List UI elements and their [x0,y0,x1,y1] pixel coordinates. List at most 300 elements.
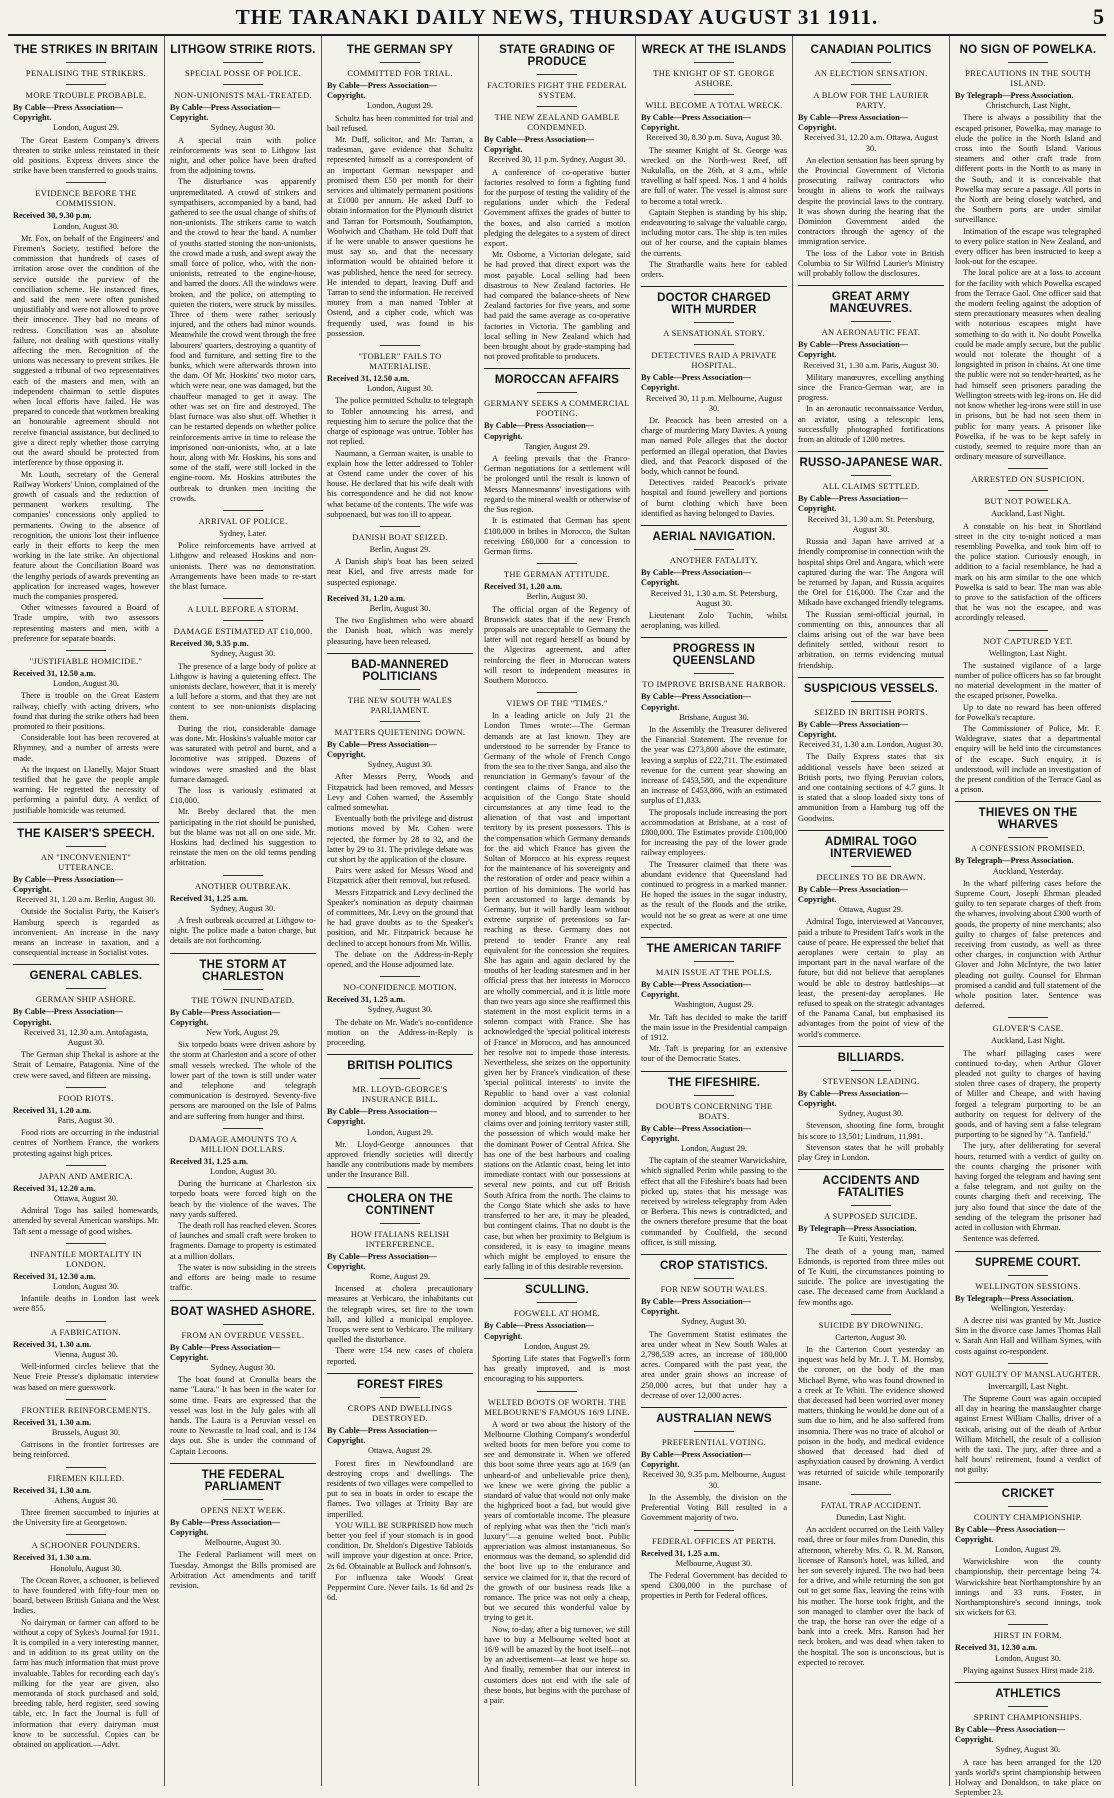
dateline [955,1294,1101,1314]
dateline-source: By Cable—Press Association—Copyright. [641,373,752,393]
article-headline: AERIAL NAVIGATION. [641,525,787,543]
article-subheading: NON-UNIONISTS MAL-TREATED. [170,84,316,100]
dateline-source: By Cable—Press Association—Copyright. [327,1107,438,1127]
dateline [327,81,473,112]
article-paragraph: Garrisons in the frontier fortresses are being reinforced. [13,1440,159,1460]
article-subheading: EVIDENCE BEFORE THE COMMISSION. [13,182,159,208]
dateline [798,1089,944,1120]
article-subheading: DETECTIVES RAID A PRIVATE HOSPITAL. [641,344,787,370]
article-subheading: VIEWS OF THE "TIMES." [484,692,630,708]
article-subheading: SPECIAL POSSE OF POLICE. [170,62,316,78]
article [13,1399,159,1461]
article-paragraph: Three firemen succumbed to injuries at the University fire at Georgetown. [13,1507,159,1528]
dateline [955,509,1101,519]
article-paragraph: Infantile deaths in London last week were 855. [13,1294,159,1314]
dateline [955,91,1101,111]
article-subheading: DECLINES TO BE DRAWN. [798,866,944,882]
dateline-place: Brisbane, August 30. [679,712,749,722]
article [641,42,787,280]
article-paragraph: Lieutenant Zolo Tuchin, whilst aeroplaning, was killed. [641,610,787,631]
article-subheading: TO IMPROVE BRISBANE HARBOR. [641,673,787,689]
dateline-place: Received 31, 1.30 a.m. Paris, August 30. [803,360,939,370]
article-paragraph: Admiral Togo has sailed homewards, attended by several American warships. Mr. Taft sent a message of good wishes. [13,1206,159,1236]
news-column [950,36,1106,1798]
dateline-place: Sydney, August 30. [367,760,433,770]
dateline-place: Tangier, August 29. [524,441,590,451]
article-subheading: THE KNIGHT OF ST. GEORGE ASHORE. [641,62,787,88]
article [955,801,1101,1011]
dateline-source: Received 31, 1.20 a.m. [484,582,563,592]
dateline-source: Received 31, 1.20 a.m. [13,1105,92,1115]
article [327,594,473,647]
article-paragraph: A constable on his beat in Shortland street in the city to-night noticed a man resembling Powelka, and took him off to the police station. Curiously enough, in addition to a facial resemblance, he had a mark on his arm similar to the one which Powelka is said to bear. The man was able to prove to the satisfaction of the officers that he was not the escapee, and was accordingly released. [955,521,1101,623]
article [641,286,787,519]
article-paragraph: The disturbance was apparently unpremeditated. A crowd of strikers and sympathisers, accompanied by a band, had gathered to see the usual change of shifts of non-unionists. The strikers came to watch and the crowd to hear the band. A number of youths started stoning the non-unionists, the crowd made a rush, and swept away the small force of police, who, with the non-unionists, retreated to the engine-house, and barred the doors. All the windows were broken, and the police, on attempting to quieten the rioters, were struck by missiles. Three of them were rather seriously injured, and the others had minor wounds. Meanwhile the crowd went through the free labourers' quarters, destroying a quantity of food and furniture, and setting fire to the bunks, which were afterwards thrown into the dam. Of Mr. Hoskins' two motor cars, which were near, one was damaged, but the chauffeur managed to get it away. The other was set on fire and destroyed. The blast furnace was also shut off. Whether it can be restarted depends on whether police reinforcements arrive in time to release the imprisoned non-unionists, who, at a late hour, along with Mr. Hoskins, his sons and some of the staff, were still locked in the engine-room. Mr. Hoskins attributes the outbreak to drunken men inciting the crowds. [170,177,316,503]
dateline-place: London, August 30. [210,1167,276,1177]
article-paragraph: The wharf pillaging cases were continued to-day, when Arthur Glover pleaded not guilty to charges of having stolen three cases of drapery, the property of Miller and Cheape, and with having forged a telegram purporting to be an authority on request for delivery of the goods, and of having sent a false telegram purporting to be signed by "A. Tanfield." [955,1048,1101,1140]
article-paragraph: The loss of the Labor vote in British Columbia to Sir Wilfrid Laurier's Ministry will probably follow the disclosures. [798,248,944,279]
article-subheading: BUT NOT POWELKA. [955,490,1101,506]
dateline [170,529,316,539]
dateline-place: Received 31, 12.20 a.m. Ottawa, August 30. [803,133,939,153]
article [170,1128,316,1294]
article [641,525,787,631]
article-subheading: FOOD RIOTS. [13,1087,159,1103]
article-subheading: PRECAUTIONS IN THE SOUTH ISLAND. [955,62,1101,88]
dateline [327,995,473,1015]
article-paragraph: The Treasurer claimed that there was abundant evidence that Queensland had continued to progress in a marked manner. He hoped the issues in the sugar industry, as the result of the floods and the strike, would not be so great as were at one time expected. [641,859,787,930]
article-headline: THE STRIKES IN BRITAIN [13,44,159,56]
article [641,1530,787,1602]
article [327,526,473,588]
dateline-source: By Cable—Press Association—Copyright. [641,692,752,712]
dateline-place: Invercargill, Last Night. [987,1381,1069,1391]
dateline-place: Berlin, August 30. [369,603,431,613]
dateline-place: Melbourne, August 30. [675,1558,753,1568]
article-paragraph: The official organ of the Regency of Brunswick states that if the new French proposals are unacceptable to Germany the latter will not regard herself as bound by the Algeciras agreement, and after reinforcing the fleet in Moroccan waters will resort to independent measures in Southern Morocco. [484,604,630,685]
dateline [170,1157,316,1177]
dateline-place: Received 30, 8.30 p.m. Suva, August 30. [646,133,782,143]
dateline [484,135,630,166]
article-paragraph: Food riots are occurring in the industrial centres of Northern France, the workers protesting against high prices. [13,1128,159,1158]
article-subheading: A SENSATIONAL STORY. [641,322,787,338]
article [484,1278,630,1384]
article-subheading: FEDERAL OFFICES AT PERTH. [641,1530,787,1546]
article-headline: CANADIAN POLITICS [810,44,932,56]
article-paragraph: The presence of a large body of police at Lithgow is having a quietening effect. The unionists declare, however, that it is merely a lull before a storm, and that they are not content to see non-unionists displacing them. [170,661,316,722]
dateline-place: Carterton, August 30. [835,1332,907,1342]
article-paragraph: A fresh outbreak occurred at Lithgow to-night. The police made a baton charge, but details are not forthcoming. [170,916,316,946]
masthead [8,0,1106,36]
article-subheading: FIREMEN KILLED. [13,1467,159,1483]
dateline [13,211,159,231]
dateline-place: London, August 30. [53,1282,119,1292]
dateline [13,875,159,906]
article [13,964,159,1080]
dateline [955,1525,1101,1556]
dateline-source: By Cable—Press Association—Copyright. [641,568,752,588]
article-paragraph: In the Carterton Court yesterday an inquest was held by Mr. J. T. M. Hornsby, the coroner, on the body of the man Michael Byrne, who was found drowned in a creek at Te Whiti. The evidence showed that deceased had been worried over money matters, thinking he would be done out of a sum due to him, and he also suffered from insomnia. There was no trace of alcohol or poison in the body, and medical evidence showed that deceased had died of asphyxiation caused by drowning. A verdict was returned of suicide while temporarily insane. [798,1345,944,1487]
article-subheading: NOT GUILTY OF MANSLAUGHTER. [955,1363,1101,1379]
article [798,677,944,824]
news-column [8,36,165,1786]
article-paragraph: It is estimated that German has spent £100,000 in bribes in Morocco, the Sultan receiving £60,000 for a concession to German firms. [484,516,630,556]
article-paragraph: YOU WILL BE SURPRISED how much better you feel if your stomach is in good condition. Dr. Sheldon's Digestive Tabloids will improve your digestion at once. Price, 2s 6d. Obtainable at Bullock and Johnson's. [327,1520,473,1571]
dateline [955,856,1101,876]
article-paragraph: Stevenson states that he will probably play Grey in London. [798,1142,944,1163]
dateline [327,740,473,771]
article [955,1682,1101,1798]
article-paragraph: There were 154 new cases of cholera reported. [327,1346,473,1366]
article [327,345,473,520]
dateline-source: By Cable—Press Association—Copyright. [327,1425,438,1446]
dateline-source: Received 31, 1.25 a.m. [641,1548,720,1558]
article [798,285,944,445]
article [798,1169,944,1308]
article [798,830,944,1040]
article-subheading: SEIZED IN BRITISH PORTS. [798,701,944,717]
dateline [327,1107,473,1138]
article-paragraph: An election sensation has been sprung by the Provincial Government of Victoria prosecuting railway contractors who brought in aliens to work the railways despite the provincial laws to the contrary. It was shown during the hearing that the Dominion Government aided the contractors through the agency of the immigration service. [798,155,944,247]
dateline-source: By Cable—Press Association—Copyright. [484,421,595,441]
article-subheading: COMMITTED FOR TRIAL. [327,62,473,78]
dateline-source: By Cable—Press Association—Copyright. [170,1517,281,1537]
article-paragraph: Mr. Louth, secretary of the General Railway Workers' Union, complained of the growth of casuals and the reduction of permanent workers resulting. The companies' concessions only applied to permanents. Owing to the absence of recognition, the unions lost their influence early in their efforts to keep the men working in the late strike. An objectional feature about the Conciliation Board was the lengthy periods of awards preventing an application for increased wages, however much the companies prospered. [13,469,159,601]
dateline-place: Sydney, August 30. [995,1745,1061,1755]
dateline [13,1340,159,1360]
dateline-source: By Cable—Press Association—Copyright. [798,113,909,133]
article-headline: FOREST FIRES [327,1373,473,1391]
article-paragraph: Military manœuvres, excelling anything since the Franco-German war, are in progress. [798,372,944,403]
dateline-source: By Cable—Press Association—Copyright. [798,494,909,514]
dateline-source: By Cable—Press Association—Copyright. [170,1342,281,1362]
article-paragraph: During the riot, considerable damage was done. Mr. Hoskins's valuable motor car was saturated with petrol and burnt, and a locomotive was stripped. Dozens of windows were smashed and the blast furnace damaged. [170,723,316,784]
article-paragraph: In an aeronautic reconnaissance Verdun, an aviator, using a telescopic lens, successfully photographed fortifications from an altitude of 1200 metres. [798,404,944,445]
article-paragraph: Police reinforcements have arrived at Lithgow and released Hoskins and non-unionists. There was no demonstration. Arrangements have been made to re-start the blast furnace. [170,541,316,591]
article-paragraph: A race has been arranged for the 120 yards world's sprint championship between Holway and Donaldson, to take place on September 23. [955,1757,1101,1798]
article-subheading: ANOTHER FATALITY. [641,549,787,565]
article-headline: WRECK AT THE ISLANDS [641,44,787,56]
dateline-place: Sydney, Later. [219,528,267,538]
article-paragraph: Eventually both the privilege and distrust motions moved by Mr. Cohen were rejected, the former by 28 to 32, and the latter by 29 to 31. The privilege debate was cut short by the application of the closure. [327,814,473,864]
article-subheading: STEVENSON LEADING. [798,1070,944,1086]
dateline-place: Berlin, August 29. [369,544,431,554]
article-subheading: FROM AN OVERDUE VESSEL. [170,1324,316,1340]
article-paragraph: The Supreme Court was again occupied all day in hearing the manslaughter charge against Ernest William Challis, driver of a taxicab, arising out of the death of Arthur William Mitchell, the result of a collision with the taxi. The jury, after three and a half hours' retirement, found a verdict of not guilty. [955,1393,1101,1475]
dateline-source: By Cable—Press Association—Copyright. [13,874,124,894]
dateline-source: By Cable—Press Association—Copyright. [13,103,124,123]
article-headline: THE AMERICAN TARIFF [641,937,787,955]
dateline [484,421,630,452]
article-paragraph: Captain Stephen is standing by his ship, endeavouring to salvage the valuable cargo, including motor cars. The ship is ten miles out of her course, and the captain blames the currents. [641,207,787,258]
dateline [13,1007,159,1048]
dateline [13,103,159,134]
article-headline: BAD-MANNERED POLITICIANS [327,653,473,683]
page-number: 5 [1093,4,1104,29]
dateline-source: Received 31, 1.25 a.m. [170,1156,249,1166]
article [798,1494,944,1668]
article-paragraph: Mr. Beeby declared that the men participating in the riot should be punished, but the blame was not all on one side. Mr. Hoskins had declined his suggestion to reinstate the men on the old terms pending arbitration. [170,807,316,868]
article-paragraph: The Russian semi-official journal, in commenting on this, announces that all claims arising out of the war have been definitely settled, without resort to arbitration, on terms evidencing mutual friendship. [798,609,944,670]
article-paragraph: Considerable loot has been recovered at Rhymney, and a number of arrests were made. [13,733,159,763]
dateline-place: New York, August 29. [206,1028,280,1038]
article-paragraph: The Ocean Rover, a schooner, is believed to have foundered with fifty-four men on board, between British Guiana and the West Indies. [13,1575,159,1616]
article-paragraph: Sentence was deferred. [963,1234,1040,1244]
article [955,1363,1101,1476]
article-headline: CRICKET [955,1482,1101,1500]
article-paragraph: The death of a young man, named Edmonds, is reported from three miles out of Te Kuiti, the circumstances pointing to suicide. The police are investigating the case. The deceased came from Auckland a few months ago. [798,1246,944,1307]
dateline [798,885,944,916]
article-paragraph: A conference of co-operative butter factories resolved to form a fighting fund for the purpose of testing the validity of the regulations under which the Federal Government affixes the grades of butter to the boxes, and also carried a motion pledging the delegates to a system of direct export. [484,167,630,249]
article-paragraph: The Commissioner of Police, Mr. F. Waldegrave, states that a departmental enquiry will be held into the circumstances of the escape. Such enquiry, it is understood, will include an investigation of the present condition of the Terrace Gaol as a prison. [955,723,1101,795]
article-subheading: "JUSTIFIABLE HOMICIDE." [13,650,159,666]
dateline-source: By Telegraph—Press Association. [955,856,1074,866]
dateline-place: London, August 30. [367,384,433,394]
article-headline: MOROCCAN AFFAIRS [484,368,630,386]
dateline-source: By Cable—Press Association—Copyright. [798,719,909,739]
dateline [13,1553,159,1573]
article-subheading: A LULL BEFORE A STORM. [170,598,316,614]
dateline [170,1008,316,1039]
article [955,630,1101,796]
article-paragraph: Outside the Socialist Party, the Kaiser's Hamburg speech is regarded as inconvenient. An increase in the navy means an increase in taxation, and a consequential increase in Socialist votes. [13,907,159,958]
dateline-place: Received 31, 1.30 a.m. St. Petersburg, August 30. [807,514,935,534]
article-subheading: FOR NEW SOUTH WALES. [641,1278,787,1294]
article [13,1087,159,1159]
article-headline: DOCTOR CHARGED WITH MURDER [641,286,787,316]
article-headline: SCULLING. [484,1278,630,1296]
article-subheading: FRONTIER REINFORCEMENTS. [13,1399,159,1415]
article [170,1463,316,1591]
article [798,42,944,279]
article [170,875,316,947]
article-subheading: AN "INCONVENIENT" UTTERANCE. [13,846,159,872]
dateline-place: Received 31, 1.30 a.m. St. Petersburg, August 30. [650,588,778,608]
article [13,1165,159,1237]
article-paragraph: The loss is variously estimated at £10,000. [170,785,316,806]
article-subheading: FATAL TRAP ACCIDENT. [798,1494,944,1510]
article-paragraph: Forest fires in Newfoundland are destroying crops and dwellings. The residents of two villages were compelled to put to sea in boats in order to escape the flames. Two villages at Trinity Bay are imperilled. [327,1458,473,1519]
article [13,1467,159,1529]
article-subheading: AN AERONAUTIC FEAT. [798,321,944,337]
article-paragraph: Detectives raided Peacock's private hospital and found jewellery and portions of burnt clothing which have been identified as having belonged to Davies. [641,478,787,518]
dateline-source: By Cable—Press Association—Copyright. [798,884,909,904]
article-paragraph: Mr. Osborne, a Victorian delegate, said he had proved that direct export was the most payable. Local selling had been disastrous to New Zealand factories. He had compared the balance-sheets of New Zealand factories for five years, and some had paid the same average as co-operative factories in Victoria. The gambling and local selling in New Zealand which had been brought about by grade-stamping had not proved profitable to producers. [484,250,630,362]
dateline-place: Berlin, August 30. [526,592,588,602]
article-paragraph: The Federal Government has decided to spend £300,000 in the purchase of properties in Perth for Federal offices. [641,1570,787,1601]
dateline [798,1224,944,1244]
article-subheading: PREFERENTIAL VOTING. [641,1431,787,1447]
article-paragraph: Dr. Peacock has been arrested on a charge of murdering Mary Davies. A young man named Pole alleges that the doctor performed an illegal operation, that Davies died, and that Peacock disposed of the body, which cannot be found. [641,416,787,477]
dateline-source: Received 31, 1.30 a.m. [13,1485,92,1495]
dateline-source: Received 31, 12.50 a.m. [13,668,96,678]
dateline [170,1518,316,1549]
dateline-place: Received 31, 1.30 a.m. London, August 30. [798,740,944,750]
dateline-place: Ottawa, August 29. [367,1446,433,1456]
dateline [484,1321,630,1352]
article-headline: THE KAISER'S SPEECH. [13,822,159,840]
newspaper-title: THE TARANAKI DAILY NEWS, THURSDAY AUGUST 31 1911. [235,5,879,29]
article [641,1407,787,1523]
dateline-source: By Cable—Press Association—Copyright. [641,979,752,1000]
article-paragraph: Now, to-day, after a big turnover, we still have to buy a Melbourne welted boot at 16/9 will be amazed by the boot itself—not by an advertisement—at least we hope so. And finally, remember that our interest in customers does not end with the sale of these boots, but begins with the purchase of a pair. [484,1624,630,1706]
dateline [13,1418,159,1438]
dateline [641,568,787,609]
article [641,637,787,931]
dateline-place: Auckland, Last Night. [991,509,1065,519]
article [798,1314,944,1488]
article-subheading: MAIN ISSUE AT THE POLLS. [641,961,787,977]
article [327,42,473,339]
article-headline: RUSSO-JAPANESE WAR. [798,451,944,469]
article-headline: BOAT WASHED ASHORE. [170,1300,316,1318]
article-subheading: ANOTHER OUTBREAK. [170,875,316,891]
article-subheading: ARRESTED ON SUSPICION. [955,468,1101,484]
dateline [641,692,787,723]
article-paragraph: The police permitted Schultz to telegraph to Tobler announcing his arrest, and requesting him to secure the police that the charge of espionage was untrue. Tobler has not replied. [327,396,473,447]
article-subheading: NO-CONFIDENCE MOTION. [327,976,473,992]
article-headline: LITHGOW STRIKE RIOTS. [170,44,316,56]
article-headline: PROGRESS IN QUEENSLAND [641,637,787,667]
dateline [955,1036,1101,1046]
dateline-place: Sydney, August 30. [838,1109,904,1119]
article [327,1373,473,1603]
article-headline: BILLIARDS. [798,1046,944,1064]
article-subheading: FOGWELL AT HOME. [484,1302,630,1318]
article-paragraph: Mr. Duff, solicitor, and Mr. Tarran, a tradesman, gave evidence that Schultz represented himself as a correspondent of an important German newspaper and promised them £50 per month for their services and ultimately permanent positions at £1000 per annum. He asked Duff to obtain information for the Plymouth district and Tarran for Portsmouth, Southampton, Woolwich and Chatham. He told Duff that if he were unable to answer questions he must say so, and that the necessary information would be obtained before it was published, hence the need for secrecy. He intended to depart, leaving Duff and Tarran to send the information. He received money from a man named Tobler at Ostend, and a cipher code, which was frequently used, was found in his possession. [327,135,473,338]
article-paragraph: Up to date no reward has been offered for Powelka's recapture. [955,702,1101,722]
article-paragraph: Other witnesses favoured a Board of Trade umpire, with two assessors representing masters and men, with a preference for separate boards. [13,603,159,643]
dateline-place: Rome, August 29. [370,1272,430,1282]
article [484,563,630,686]
dateline-place: Sydney, August 30. [367,1005,433,1015]
dateline-place: Ottawa, August 29. [838,905,904,915]
dateline-source: By Cable—Press Association—Copyright. [484,1321,595,1341]
article-paragraph: An accident occurred on the Leith Valley road, three or four miles from Dunedin, this afternoon, whereby Mrs. G. R. M. Ranson, licensee of Ranson's hotel, was killed, and her son severely injured. The two had been for a drive, and while returning the son got out to get some flax, leaving the reins with his mother. The horse took fright, and the son managed to clamber over the back of the trap, the horse ran over the edge of a bank into a creek. Mrs. Ranson had her neck broken, and was dead when taken to the hospital. The son is unconscious, but is expected to recover. [798,1525,944,1667]
article-paragraph: The debate on the Address-in-Reply opened, and the House adjourned late. [327,949,473,970]
dateline-place: London, August 29. [53,123,119,133]
article-paragraph: During the hurricane at Charleston six torpedo boats were forced high on the beach by the violence of the waves. The navy yards suffered. [170,1179,316,1219]
article-paragraph: For influenza take Woods' Great Peppermint Cure. Never fails. 1s 6d and 2s 6d. [327,1572,473,1603]
article [955,1017,1101,1244]
dateline [955,1725,1101,1756]
article-subheading: "TOBLER" FAILS TO MATERIALISE. [327,345,473,371]
article-paragraph: The local police are at a loss to account for the facility with which Powelka escaped from the Terrace Gaol. One officer said that the modern feeling against the adoption of stern precautionary measures when dealing with notorious escapees might have something to do with it. No doubt Powelka could be made amply secure, but the public would not tolerate the thought of a longsighted in prison in chains. At one time the public were not so tender-hearted, as he had himself seen prisoners parading the Wellington streets with leg-irons on. He did not know whether leg-irons were still in use in prisons, but he had not seen them in public for many years. A prisoner like Powelka, if he was to be kept safely in custody, seemed to require more than an ordinary measure of surveillance. [955,268,1101,462]
dateline [484,582,630,602]
article [955,42,1101,462]
article [484,692,630,1272]
dateline [327,1426,473,1457]
article-headline: THE GERMAN SPY [346,44,454,56]
article [955,468,1101,623]
article [484,42,630,362]
article-paragraph: A special train with police reinforcements was sent to Lithgow last night, and other police have been drafted from the adjoining towns. [170,135,316,176]
dateline-place: Received 31, 1.20 a.m. Berlin, August 30. [16,895,156,905]
dateline-place: London, August 29. [367,1127,433,1137]
article-paragraph: The water is now subsiding in the streets and efforts are being made to resume traffic. [170,1262,316,1293]
article-headline: THE FEDERAL PARLIAMENT [170,1463,316,1493]
dateline [13,1272,159,1292]
article-headline: CHOLERA ON THE CONTINENT [327,1187,473,1217]
article [13,42,159,176]
article-subheading: WELTED BOOTS OF WORTH. THE MELBOURNE'S FAMOUS 16/9 LINE. [484,1391,630,1417]
dateline-place: Ottawa, August 30. [53,1194,119,1204]
dateline-place: Auckland, Yesterday. [992,866,1064,876]
news-column [322,36,479,1786]
article-subheading: SPRINT CHAMPIONSHIPS. [955,1706,1101,1722]
article [641,937,787,1065]
dateline-source: By Cable—Press Association—Copyright. [955,1724,1066,1745]
article-subheading: MATTERS QUIETENING DOWN. [327,721,473,737]
article-subheading: GERMAN SHIP ASHORE. [13,988,159,1004]
dateline-place: Received 30, 11 p.m. Melbourne, August 30. [645,393,783,413]
article-subheading: THE NEW ZEALAND GAMBLE CONDEMNED. [484,106,630,132]
article [170,42,316,504]
article-subheading: HIRST IN FORM. [955,1624,1101,1640]
news-column [636,36,793,1786]
dateline [641,1450,787,1491]
dateline [641,373,787,414]
article [13,1534,159,1750]
article-headline: THE STORM AT CHARLESTON [170,953,316,983]
dateline [13,669,159,689]
article-subheading: DOUBTS CONCERNING THE BOATS. [641,1095,787,1121]
dateline-place: Washington, August 29. [674,1000,754,1010]
dateline [798,340,944,371]
article-paragraph: The Daily Express states that six additional vessels have been seized at British ports, two flying Peruvian colors, and one containing sections of 4.7 guns. It is stated that a sloop loaded sixty tons of ammunition from a Hamburg tug off the Goodwins. [798,752,944,823]
article [484,368,630,557]
dateline [170,103,316,134]
dateline-place: Dunedin, Last Night. [835,1512,907,1522]
article-paragraph: The two Englishmen who were aboard the Danish boat, which was merely pleasuring, have been released. [327,616,473,646]
article-subheading: A BLOW FOR THE LAURIER PARTY. [798,84,944,110]
article-paragraph: Mr. Taft has decided to make the tariff the main issue in the Presidential campaign of 1912. [641,1012,787,1042]
article-paragraph: Admiral Togo, interviewed at Vancouver, paid a tribute to President Taft's work in the cause of peace. He expressed the belief that aeroplanes were certain to play an important part in the naval warfare of the future, but did not believe that aeroplanes would be able to destroy battleships—at least, the present-day aeroplanes. He refused to speak on the strategic advantages of the Panama Canal, but emphasised its advantages from the point of view of the world's commerce. [798,917,944,1039]
dateline-source: Received 31, 12.30 a.m. [13,1271,96,1281]
article-headline: SUSPICIOUS VESSELS. [798,677,944,695]
article-subheading: A CONFESSION PROMISED. [955,837,1101,853]
dateline-place: London, August 29. [995,1544,1061,1554]
article-headline: ATHLETICS [955,1682,1101,1700]
dateline-source: By Cable—Press Association—Copyright. [13,1007,124,1027]
dateline-source: By Cable—Press Association—Copyright. [327,1251,438,1271]
article-headline: THE FIFESHIRE. [641,1071,787,1089]
dateline-place: Sydney, August 30. [681,1317,747,1327]
article-paragraph: Intimation of the escape was telegraphed to every police station in New Zealand, and every officer has been instructed to keep a look-out for the escapee. [955,226,1101,267]
article-paragraph: Mr. Fox, on behalf of the Engineers' and Firemen's Society, testified before the commission that hundreds of cases of irritation arose over the condition of the service outside the purview of the conciliation scheme. He instanced fines, and said the men were often punished unjustifiably and were not allowed to prove their innocence. They had no means of redress. Conciliation was an absolute failure, not dealing with questions vitally affecting the men. Recognition of the unions was necessary to prevent strikes. He suggested a tribunal of two representatives each of the masters and men, with an independent chairman to settle disputes when local efforts have failed. He was prepared to concede that workmen breaking an honourable agreement should not receive financial assistance, but declined to give a direct reply whether those carrying out the award should be protected from interference by those opposing it. [13,233,159,468]
article-paragraph: Six torpedo boats were driven ashore by the storm at Charleston and a score of other small vessels wrecked. The whole of the lower part of the town is still under water and telephone and telegraph communication is destroyed. Seventy-five persons are marooned on the Isle of Palms and are suffering from hunger and thirst. [170,1040,316,1121]
dateline-place: Honolulu, August 30. [50,1563,122,1573]
article [170,1300,316,1457]
article-subheading: AN ELECTION SENSATION. [798,62,944,78]
dateline-place: Sydney, August 30. [210,1362,276,1372]
article [327,976,473,1048]
dateline-place: London, August 29. [524,1341,590,1351]
article [955,1251,1101,1357]
article-subheading: A SCHOONER FOUNDERS. [13,1534,159,1550]
article-paragraph: The steamer Knight of St. George was wrecked on the North-west Reef, off Nukulalla, on the 26th, at 3 a.m., while travelling at half speed. Nos. 1 and 4 holds are full of water. The vessel is almost sure to become a total wreck. [641,145,787,206]
article-headline: BRITISH POLITICS [327,1054,473,1072]
article-subheading: OPENS NEXT WEEK. [170,1499,316,1515]
article-paragraph: Sporting Life states that Fogwell's form has greatly improved, and is most encouraging to his supporters. [484,1353,630,1384]
article-paragraph: Russia and Japan have arrived at a friendly compromise in connection with the hospital ships Orel and Angara, which were captured during the war. The Angora will be returned by Japan, and Russia acquires the Orel for £16,000. The Czar and the Mikado have exchanged friendly telegrams. [798,537,944,608]
article-paragraph: The German ship Thekal is ashore at the Strait of Lemaire, Patagonia. Nine of the crew were saved, and fifteen are missing. [13,1050,159,1080]
dateline-source: By Cable—Press Association—Copyright. [170,1007,281,1027]
article [641,1254,787,1401]
article-subheading: INFANTILE MORTALITY IN LONDON. [13,1243,159,1269]
dateline-source: By Cable—Press Association—Copyright. [641,1123,752,1143]
dateline [641,1549,787,1569]
